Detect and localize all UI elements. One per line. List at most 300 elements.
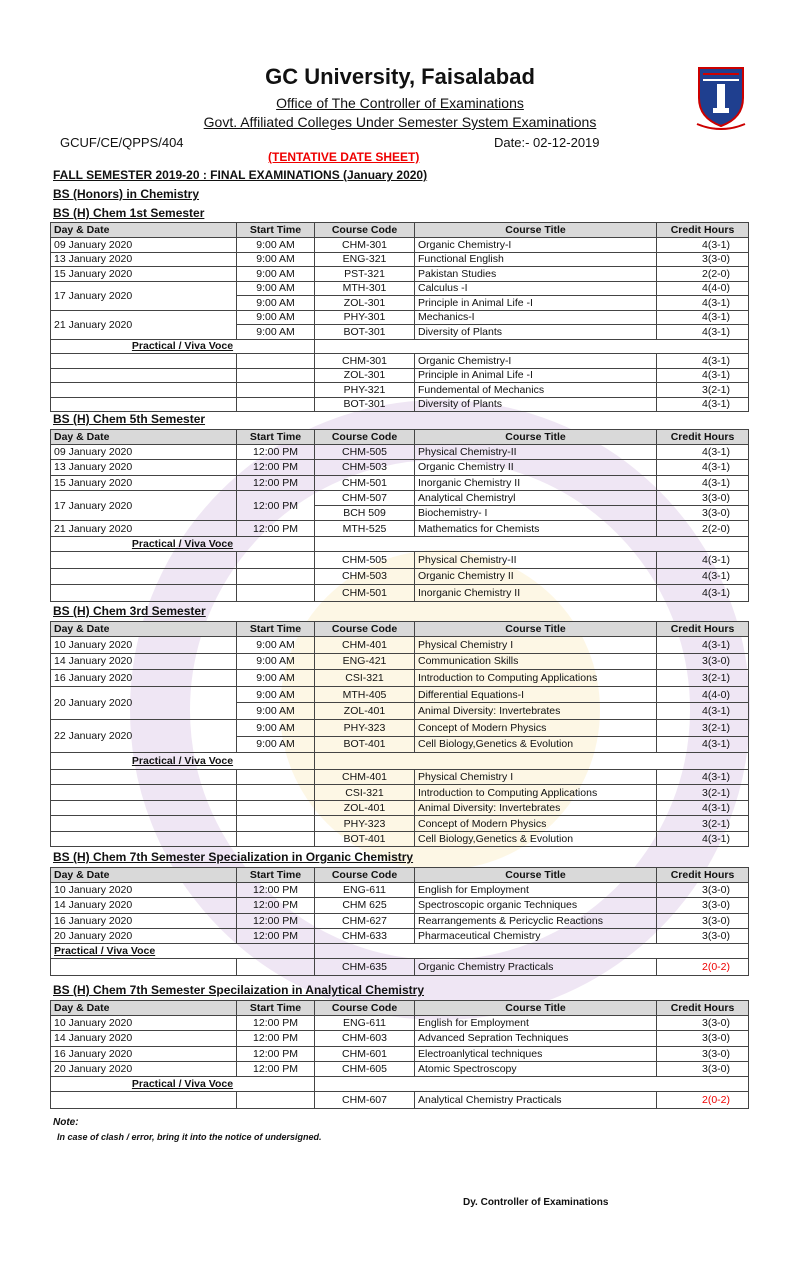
- column-header: Course Title: [415, 430, 657, 445]
- course-code: CSI-321: [315, 670, 415, 687]
- credit-hours: 3(3-0): [657, 883, 749, 898]
- exam-time: 12:00 PM: [237, 460, 315, 475]
- table-header-row: [51, 1001, 749, 1016]
- empty-cell: [51, 568, 237, 585]
- section-title: BS (H) Chem 5th Semester: [53, 412, 206, 426]
- column-header: Day & Date: [51, 430, 237, 445]
- exam-time: 9:00 AM: [237, 670, 315, 687]
- office-name: Office of The Controller of Examinations: [276, 95, 524, 111]
- empty-cell: [237, 585, 315, 602]
- column-header: Course Title: [415, 223, 657, 238]
- course-title: Calculus -I: [415, 281, 657, 296]
- course-title: Physical Chemistry I: [415, 637, 657, 654]
- exam-time: 12:00 PM: [237, 1061, 315, 1076]
- exam-time: 9:00 AM: [237, 281, 315, 296]
- course-code: BCH 509: [315, 506, 415, 521]
- empty-cell: [237, 816, 315, 832]
- course-title: Fundemental of Mechanics: [415, 383, 657, 398]
- column-header: Course Code: [315, 1001, 415, 1016]
- course-code: PHY-321: [315, 383, 415, 398]
- course-title: Analytical Chemistryl: [415, 490, 657, 505]
- table-row: [51, 898, 749, 913]
- table-row: [51, 719, 749, 736]
- exam-time: 9:00 AM: [237, 736, 315, 753]
- course-title: Organic Chemistry Practicals: [415, 959, 657, 976]
- credit-hours: 3(3-0): [657, 1016, 749, 1031]
- issue-date: Date:- 02-12-2019: [494, 135, 600, 150]
- empty-cell: [237, 831, 315, 847]
- column-header: Credit Hours: [657, 1001, 749, 1016]
- course-title: Principle in Animal Life -I: [415, 368, 657, 383]
- table-row: [51, 445, 749, 460]
- exam-date: 16 January 2020: [51, 913, 237, 928]
- empty-cell: [237, 800, 315, 816]
- exam-date: 13 January 2020: [51, 460, 237, 475]
- table-row: [51, 1061, 749, 1076]
- credit-hours: 4(3-1): [657, 445, 749, 460]
- exam-date: 20 January 2020: [51, 928, 237, 943]
- course-title: Biochemistry- I: [415, 506, 657, 521]
- program-title: BS (Honors) in Chemistry: [53, 187, 200, 201]
- exam-time: 9:00 AM: [237, 296, 315, 311]
- course-code: CHM 625: [315, 898, 415, 913]
- practical-label-row: [51, 753, 749, 770]
- column-header: Day & Date: [51, 1001, 237, 1016]
- practical-row: [51, 585, 749, 602]
- credit-hours: 3(2-1): [657, 383, 749, 398]
- credit-hours: 4(3-1): [657, 310, 749, 325]
- table-row: [51, 1031, 749, 1046]
- course-title: Inorganic Chemistry II: [415, 585, 657, 602]
- empty-cell: [51, 585, 237, 602]
- exam-date: 10 January 2020: [51, 637, 237, 654]
- table-row: [51, 928, 749, 943]
- exam-date: 20 January 2020: [51, 686, 237, 719]
- exam-time: 12:00 PM: [237, 883, 315, 898]
- column-header: Course Title: [415, 622, 657, 637]
- exam-time: 9:00 AM: [237, 267, 315, 282]
- exam-time: 12:00 PM: [237, 1016, 315, 1031]
- table-row: [51, 267, 749, 282]
- empty-cell: [237, 397, 315, 412]
- course-code: CHM-401: [315, 637, 415, 654]
- credit-hours: 3(2-1): [657, 719, 749, 736]
- course-code: CHM-507: [315, 490, 415, 505]
- course-code: CHM-603: [315, 1031, 415, 1046]
- course-code: PHY-323: [315, 816, 415, 832]
- empty-cell: [51, 800, 237, 816]
- credit-hours: 4(3-1): [657, 354, 749, 369]
- credit-hours: 2(0-2): [657, 1092, 749, 1109]
- course-title: Inorganic Chemistry II: [415, 475, 657, 490]
- credit-hours: 3(3-0): [657, 490, 749, 505]
- table-row: [51, 686, 749, 703]
- course-code: BOT-401: [315, 831, 415, 847]
- credit-hours: 4(3-1): [657, 831, 749, 847]
- course-code: CHM-301: [315, 354, 415, 369]
- exam-time: 12:00 PM: [237, 928, 315, 943]
- course-title: Diversity of Plants: [415, 397, 657, 412]
- empty-cell: [51, 831, 237, 847]
- credit-hours: 3(3-0): [657, 928, 749, 943]
- exam-date: 17 January 2020: [51, 490, 237, 521]
- course-code: CSI-321: [315, 785, 415, 801]
- exam-time: 9:00 AM: [237, 252, 315, 267]
- empty-cell: [315, 339, 749, 354]
- course-code: PST-321: [315, 267, 415, 282]
- credit-hours: 4(3-1): [657, 460, 749, 475]
- exam-date: 21 January 2020: [51, 310, 237, 339]
- empty-cell: [237, 354, 315, 369]
- table-header-row: [51, 868, 749, 883]
- exam-table: [50, 1000, 749, 1109]
- course-code: MTH-405: [315, 686, 415, 703]
- course-code: CHM-605: [315, 1061, 415, 1076]
- column-header: Course Title: [415, 1001, 657, 1016]
- university-crest-icon: [693, 64, 749, 132]
- course-code: PHY-323: [315, 719, 415, 736]
- course-title: Animal Diversity: Invertebrates: [415, 703, 657, 720]
- course-title: Cell Biology,Genetics & Evolution: [415, 736, 657, 753]
- course-title: English for Employment: [415, 1016, 657, 1031]
- note-text: In case of clash / error, bring it into the notice of undersigned.: [57, 1132, 322, 1142]
- exam-table: [50, 621, 749, 847]
- empty-cell: [51, 354, 237, 369]
- course-code: CHM-607: [315, 1092, 415, 1109]
- practical-row: [51, 800, 749, 816]
- course-title: Organic Chemistry II: [415, 460, 657, 475]
- table-row: [51, 490, 749, 505]
- empty-cell: [51, 785, 237, 801]
- practical-viva-label: Practical / Viva Voce: [51, 339, 315, 354]
- table-header-row: [51, 430, 749, 445]
- column-header: Day & Date: [51, 223, 237, 238]
- table-row: [51, 460, 749, 475]
- empty-cell: [315, 753, 749, 770]
- table-row: [51, 475, 749, 490]
- credit-hours: 4(3-1): [657, 736, 749, 753]
- course-title: Principle in Animal Life -I: [415, 296, 657, 311]
- exam-date: 22 January 2020: [51, 719, 237, 752]
- course-title: Communication Skills: [415, 653, 657, 670]
- section-title: BS (H) Chem 3rd Semester: [53, 604, 206, 618]
- course-code: ENG-321: [315, 252, 415, 267]
- credit-hours: 4(3-1): [657, 568, 749, 585]
- empty-cell: [51, 1092, 237, 1109]
- empty-cell: [51, 769, 237, 785]
- table-header-row: [51, 622, 749, 637]
- empty-cell: [237, 1092, 315, 1109]
- affiliation-line: Govt. Affiliated Colleges Under Semester System Examinations: [203, 114, 597, 130]
- credit-hours: 4(4-0): [657, 281, 749, 296]
- course-title: Pakistan Studies: [415, 267, 657, 282]
- course-title: Physical Chemistry-II: [415, 552, 657, 569]
- credit-hours: 2(0-2): [657, 959, 749, 976]
- empty-cell: [315, 536, 749, 551]
- table-row: [51, 637, 749, 654]
- exam-date: 17 January 2020: [51, 281, 237, 310]
- exam-time: 9:00 AM: [237, 238, 315, 253]
- exam-date: 14 January 2020: [51, 653, 237, 670]
- table-row: [51, 310, 749, 325]
- table-row: [51, 883, 749, 898]
- semester-title: FALL SEMESTER 2019-20 : FINAL EXAMINATIONS (January 2020): [53, 168, 428, 182]
- course-title: English for Employment: [415, 883, 657, 898]
- table-row: [51, 1046, 749, 1061]
- practical-row: [51, 397, 749, 412]
- credit-hours: 3(3-0): [657, 898, 749, 913]
- credit-hours: 4(3-1): [657, 637, 749, 654]
- course-code: ZOL-301: [315, 296, 415, 311]
- course-code: CHM-301: [315, 238, 415, 253]
- course-title: Introduction to Computing Applications: [415, 670, 657, 687]
- exam-time: 9:00 AM: [237, 637, 315, 654]
- exam-date: 09 January 2020: [51, 445, 237, 460]
- course-title: Rearrangements & Pericyclic Reactions: [415, 913, 657, 928]
- practical-row: [51, 383, 749, 398]
- course-code: CHM-601: [315, 1046, 415, 1061]
- reference-number: GCUF/CE/QPPS/404: [60, 135, 184, 150]
- course-code: CHM-635: [315, 959, 415, 976]
- practical-row: [51, 769, 749, 785]
- course-code: CHM-501: [315, 475, 415, 490]
- credit-hours: 4(4-0): [657, 686, 749, 703]
- course-code: ENG-611: [315, 883, 415, 898]
- credit-hours: 3(3-0): [657, 506, 749, 521]
- empty-cell: [51, 552, 237, 569]
- exam-time: 12:00 PM: [237, 475, 315, 490]
- exam-date: 14 January 2020: [51, 1031, 237, 1046]
- empty-cell: [51, 816, 237, 832]
- exam-date: 13 January 2020: [51, 252, 237, 267]
- course-code: ZOL-301: [315, 368, 415, 383]
- credit-hours: 4(3-1): [657, 325, 749, 340]
- table-row: [51, 521, 749, 536]
- course-title: Pharmaceutical Chemistry: [415, 928, 657, 943]
- credit-hours: 3(3-0): [657, 1046, 749, 1061]
- credit-hours: 4(3-1): [657, 585, 749, 602]
- exam-time: 12:00 PM: [237, 445, 315, 460]
- course-code: CHM-401: [315, 769, 415, 785]
- course-title: Introduction to Computing Applications: [415, 785, 657, 801]
- column-header: Course Code: [315, 868, 415, 883]
- credit-hours: 4(3-1): [657, 703, 749, 720]
- course-title: Concept of Modern Physics: [415, 816, 657, 832]
- empty-cell: [237, 568, 315, 585]
- credit-hours: 4(3-1): [657, 397, 749, 412]
- course-code: CHM-627: [315, 913, 415, 928]
- column-header: Day & Date: [51, 868, 237, 883]
- exam-date: 10 January 2020: [51, 883, 237, 898]
- course-title: Physical Chemistry-II: [415, 445, 657, 460]
- empty-cell: [237, 769, 315, 785]
- exam-time: 12:00 PM: [237, 490, 315, 521]
- column-header: Credit Hours: [657, 430, 749, 445]
- course-title: Spectroscopic organic Techniques: [415, 898, 657, 913]
- column-header: Start Time: [237, 223, 315, 238]
- practical-row: [51, 552, 749, 569]
- exam-date: 20 January 2020: [51, 1061, 237, 1076]
- practical-label-row: [51, 1077, 749, 1092]
- practical-viva-label: Practical / Viva Voce: [51, 536, 315, 551]
- practical-viva-label: Practical / Viva Voce: [51, 753, 315, 770]
- course-code: ENG-421: [315, 653, 415, 670]
- exam-time: 9:00 AM: [237, 719, 315, 736]
- course-title: Mathematics for Chemists: [415, 521, 657, 536]
- course-code: CHM-505: [315, 552, 415, 569]
- course-title: Animal Diversity: Invertebrates: [415, 800, 657, 816]
- course-code: BOT-301: [315, 325, 415, 340]
- column-header: Course Code: [315, 430, 415, 445]
- exam-time: 12:00 PM: [237, 913, 315, 928]
- credit-hours: 4(3-1): [657, 296, 749, 311]
- credit-hours: 3(2-1): [657, 785, 749, 801]
- course-code: ZOL-401: [315, 800, 415, 816]
- empty-cell: [237, 368, 315, 383]
- course-title: Atomic Spectroscopy: [415, 1061, 657, 1076]
- practical-row: [51, 785, 749, 801]
- column-header: Credit Hours: [657, 622, 749, 637]
- course-code: CHM-503: [315, 568, 415, 585]
- practical-label-row: [51, 536, 749, 551]
- university-name: GC University, Faisalabad: [265, 64, 535, 89]
- practical-row: [51, 368, 749, 383]
- course-title: Electroanlytical techniques: [415, 1046, 657, 1061]
- exam-date: 15 January 2020: [51, 267, 237, 282]
- credit-hours: 4(3-1): [657, 552, 749, 569]
- course-code: PHY-301: [315, 310, 415, 325]
- exam-table: [50, 429, 749, 602]
- course-code: BOT-301: [315, 397, 415, 412]
- table-row: [51, 913, 749, 928]
- course-code: MTH-525: [315, 521, 415, 536]
- exam-time: 9:00 AM: [237, 703, 315, 720]
- section-title: BS (H) Chem 1st Semester: [53, 206, 205, 220]
- course-title: Organic Chemistry-I: [415, 354, 657, 369]
- table-row: [51, 238, 749, 253]
- practical-row: [51, 1092, 749, 1109]
- exam-time: 9:00 AM: [237, 653, 315, 670]
- column-header: Course Code: [315, 223, 415, 238]
- course-code: CHM-503: [315, 460, 415, 475]
- exam-table: [50, 867, 749, 976]
- credit-hours: 4(3-1): [657, 769, 749, 785]
- column-header: Day & Date: [51, 622, 237, 637]
- course-code: CHM-501: [315, 585, 415, 602]
- course-code: CHM-505: [315, 445, 415, 460]
- empty-cell: [51, 959, 237, 976]
- exam-date: 15 January 2020: [51, 475, 237, 490]
- empty-cell: [237, 785, 315, 801]
- exam-date: 16 January 2020: [51, 670, 237, 687]
- empty-cell: [237, 959, 315, 976]
- credit-hours: 3(3-0): [657, 252, 749, 267]
- column-header: Credit Hours: [657, 868, 749, 883]
- course-title: Advanced Sepration Techniques: [415, 1031, 657, 1046]
- signature-line: Dy. Controller of Examinations: [463, 1197, 609, 1208]
- course-title: Physical Chemistry I: [415, 769, 657, 785]
- empty-cell: [51, 383, 237, 398]
- course-title: Functional English: [415, 252, 657, 267]
- exam-time: 12:00 PM: [237, 521, 315, 536]
- exam-date: 16 January 2020: [51, 1046, 237, 1061]
- credit-hours: 4(3-1): [657, 475, 749, 490]
- exam-time: 12:00 PM: [237, 1031, 315, 1046]
- course-code: CHM-633: [315, 928, 415, 943]
- credit-hours: 2(2-0): [657, 521, 749, 536]
- column-header: Course Code: [315, 622, 415, 637]
- table-row: [51, 653, 749, 670]
- table-row: [51, 670, 749, 687]
- exam-date: 14 January 2020: [51, 898, 237, 913]
- practical-row: [51, 816, 749, 832]
- exam-table: [50, 222, 749, 412]
- exam-time: 12:00 PM: [237, 1046, 315, 1061]
- exam-date: 09 January 2020: [51, 238, 237, 253]
- practical-row: [51, 959, 749, 976]
- course-code: MTH-301: [315, 281, 415, 296]
- note-label: Note:: [53, 1117, 79, 1128]
- exam-date: 10 January 2020: [51, 1016, 237, 1031]
- course-title: Diversity of Plants: [415, 325, 657, 340]
- credit-hours: 3(3-0): [657, 1031, 749, 1046]
- tentative-label: (TENTATIVE DATE SHEET): [268, 150, 420, 164]
- table-header-row: [51, 223, 749, 238]
- course-title: Differential Equations-I: [415, 686, 657, 703]
- credit-hours: 3(3-0): [657, 913, 749, 928]
- course-title: Cell Biology,Genetics & Evolution: [415, 831, 657, 847]
- practical-row: [51, 831, 749, 847]
- course-title: Mechanics-I: [415, 310, 657, 325]
- credit-hours: 4(3-1): [657, 238, 749, 253]
- empty-cell: [237, 383, 315, 398]
- credit-hours: 3(3-0): [657, 653, 749, 670]
- credit-hours: 2(2-0): [657, 267, 749, 282]
- practical-label-row: [51, 339, 749, 354]
- credit-hours: 3(2-1): [657, 816, 749, 832]
- column-header: Start Time: [237, 430, 315, 445]
- empty-cell: [237, 552, 315, 569]
- course-title: Analytical Chemistry Practicals: [415, 1092, 657, 1109]
- course-title: Organic Chemistry II: [415, 568, 657, 585]
- empty-cell: [315, 1077, 749, 1092]
- empty-cell: [315, 944, 749, 959]
- exam-time: 9:00 AM: [237, 310, 315, 325]
- empty-cell: [51, 368, 237, 383]
- exam-time: 12:00 PM: [237, 898, 315, 913]
- course-title: Concept of Modern Physics: [415, 719, 657, 736]
- course-code: BOT-401: [315, 736, 415, 753]
- practical-label-row: [51, 944, 749, 959]
- credit-hours: 3(2-1): [657, 670, 749, 687]
- section-title: BS (H) Chem 7th Semester Specialization in Organic Chemistry: [53, 850, 414, 864]
- exam-time: 9:00 AM: [237, 325, 315, 340]
- empty-cell: [51, 397, 237, 412]
- table-row: [51, 1016, 749, 1031]
- practical-viva-label: Practical / Viva Voce: [51, 1077, 315, 1092]
- table-row: [51, 281, 749, 296]
- course-title: Organic Chemistry-I: [415, 238, 657, 253]
- credit-hours: 4(3-1): [657, 368, 749, 383]
- practical-viva-label: Practical / Viva Voce: [51, 944, 315, 959]
- exam-time: 9:00 AM: [237, 686, 315, 703]
- course-code: ZOL-401: [315, 703, 415, 720]
- column-header: Start Time: [237, 622, 315, 637]
- credit-hours: 3(3-0): [657, 1061, 749, 1076]
- column-header: Start Time: [237, 1001, 315, 1016]
- course-code: ENG-611: [315, 1016, 415, 1031]
- exam-date: 21 January 2020: [51, 521, 237, 536]
